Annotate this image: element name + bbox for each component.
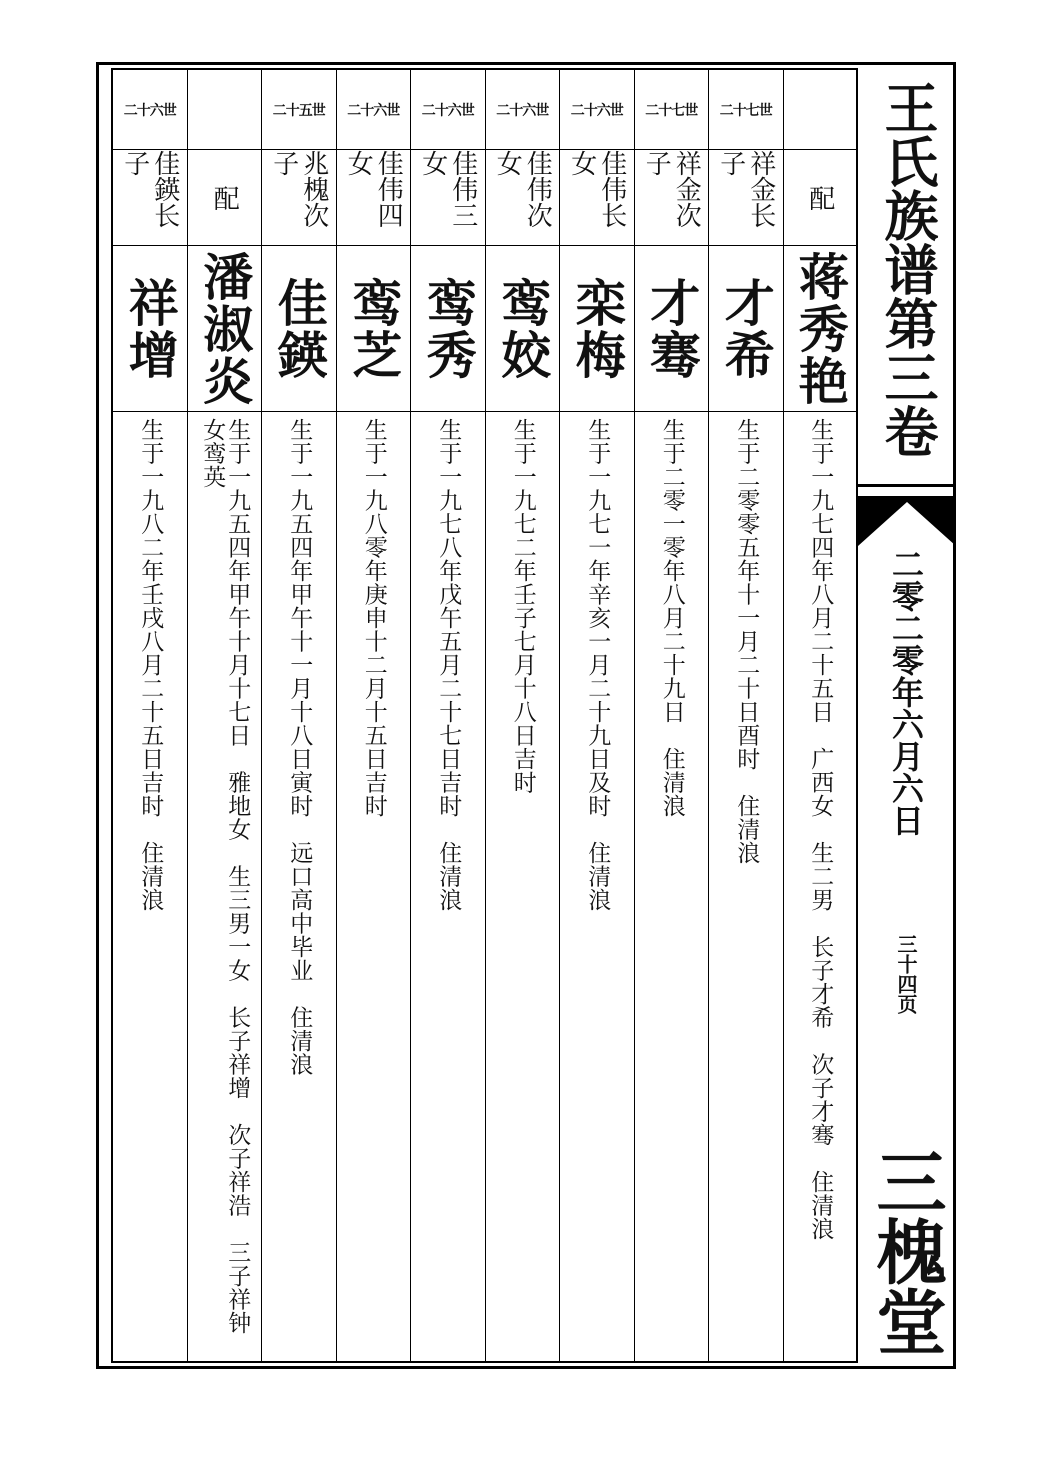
person-description: 生于一九八零年庚申十二月十五日吉时 xyxy=(360,418,387,818)
book-title: 王氏族谱第三卷 xyxy=(876,80,940,458)
relation-label: 兆槐次子 xyxy=(268,150,329,228)
person-description: 生于一九七四年八月二十五日 广西女 生二男 长子才希 次子才骞 住清浪 xyxy=(807,418,834,1241)
entry-column xyxy=(486,70,561,1361)
person-name: 才希 xyxy=(716,276,776,381)
entry-column xyxy=(560,70,635,1361)
fishtail-ornament xyxy=(858,498,956,546)
relation-label: 佳伟长女 xyxy=(566,150,627,228)
person-description: 生于一九五四年甲午十一月十八日寅时 远口高中毕业 住清浪 xyxy=(286,418,313,1076)
generation-label: 二十五世 xyxy=(272,102,325,119)
generation-label: 二十六世 xyxy=(570,102,623,119)
genealogy-table xyxy=(111,68,858,1363)
entry-column xyxy=(262,70,337,1361)
page-number: 三十四页 xyxy=(894,934,918,1014)
person-description: 生于一九七八年戊午五月二十七日吉时 住清浪 xyxy=(435,418,462,912)
person-description: 生于一九七二年壬子七月十八日吉时 xyxy=(509,418,536,794)
person-name: 蒋秀艳 xyxy=(790,250,850,407)
entry-column xyxy=(784,70,859,1361)
relation-label: 佳伟四女 xyxy=(343,150,404,228)
entry-column xyxy=(113,70,188,1361)
person-description: 生于二零一零年八月二十九日 住清浪 xyxy=(658,418,685,818)
relation-label: 佳伟三女 xyxy=(417,150,478,228)
relation-label: 配 xyxy=(804,184,835,211)
entry-column xyxy=(635,70,710,1361)
generation-label: 二十六世 xyxy=(347,102,400,119)
entry-column xyxy=(411,70,486,1361)
entry-column xyxy=(337,70,412,1361)
generation-label: 二十七世 xyxy=(719,102,772,119)
person-name: 才骞 xyxy=(642,276,702,381)
person-name: 佳鍈 xyxy=(269,276,329,381)
entry-column xyxy=(188,70,263,1361)
person-name: 鸾芝 xyxy=(344,276,404,381)
person-name: 鸾姣 xyxy=(493,276,553,381)
relation-label: 祥金次子 xyxy=(641,150,702,228)
person-description: 生于一九七一年辛亥一月二十九日及时 住清浪 xyxy=(584,418,611,912)
title-divider xyxy=(858,484,956,498)
person-name: 祥增 xyxy=(120,276,180,381)
person-description: 生于二零零五年十一月二十日酉时 住清浪 xyxy=(733,418,760,865)
generation-label: 二十六世 xyxy=(421,102,474,119)
person-description: 生于一九八二年壬戌八月二十五日吉时 住清浪 xyxy=(137,418,164,912)
generation-label: 二十七世 xyxy=(645,102,698,119)
person-name: 栾梅 xyxy=(567,276,627,381)
generation-label: 二十六世 xyxy=(496,102,549,119)
person-description: 生于一九五四年甲午十月十七日 雅地女 生三男一女 长子祥增 次子祥浩 三子祥钟 女鸾英 xyxy=(199,418,251,1358)
hall-name: 三槐堂 xyxy=(865,1146,948,1356)
relation-label: 祥金长子 xyxy=(715,150,776,228)
compile-date: 二零二零年六月六日 xyxy=(887,548,925,836)
relation-label: 佳鍈长子 xyxy=(119,150,180,228)
generation-label: 二十六世 xyxy=(123,102,176,119)
person-name: 鸾秀 xyxy=(418,276,478,381)
relation-label: 配 xyxy=(209,184,240,211)
relation-label: 佳伟次女 xyxy=(492,150,553,228)
person-name: 潘淑炎 xyxy=(195,250,255,407)
entry-column xyxy=(709,70,784,1361)
